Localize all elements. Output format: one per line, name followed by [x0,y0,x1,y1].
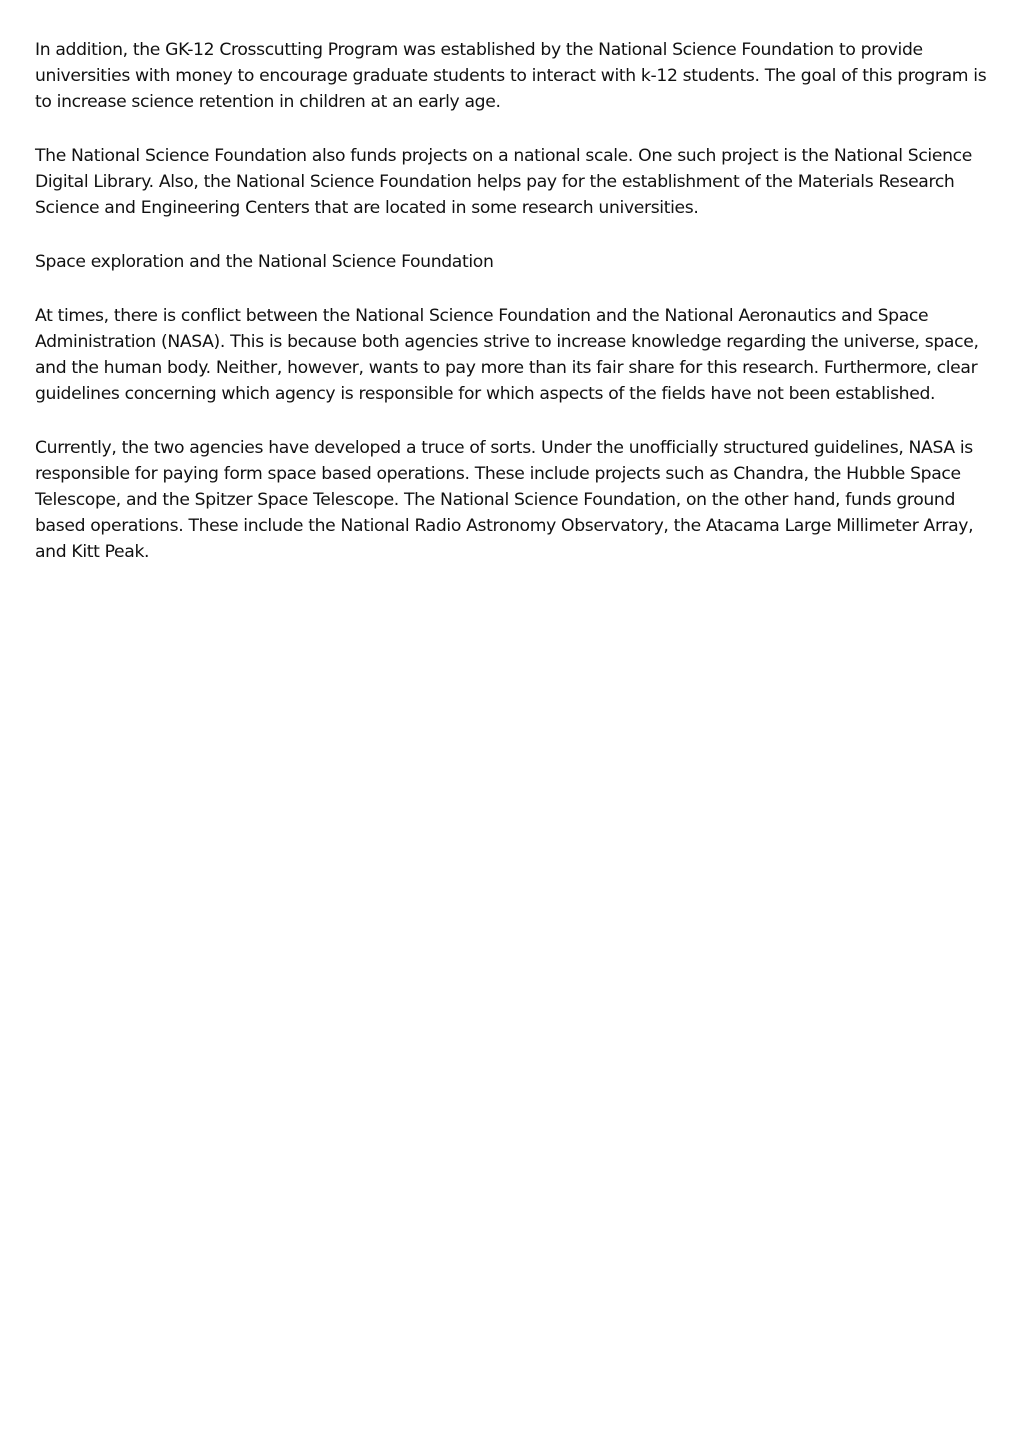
paragraph-national-projects: The National Science Foundation also funds projects on a national scale. One such project is the National Science Digital Library. Also, the National Science Foundation helps pay for the establishment of the Materials Research Science and Engineering Centers that are located in some research universities. [35,146,972,218]
paragraph-gk12-program: In addition, the GK-12 Crosscutting Program was established by the National Science Foundation to provide universities with money to encourage graduate students to interact with k-12 students. The goal of this program is to increase science retention in children at an early age. [35,40,987,112]
paragraph-nsf-nasa-conflict: At times, there is conflict between the National Science Foundation and the National Aeronautics and Space Administration (NASA). This is because both agencies strive to increase knowledge regarding the universe, space, and the human body. Neither, however, wants to pay more than its fair share for this research. Furthermore, clear guidelines concerning which agency is responsible for which aspects of the fields have not been established. [35,306,979,404]
document-body [35,37,995,593]
paragraph-agencies-truce: Currently, the two agencies have developed a truce of sorts. Under the unofficially structured guidelines, NASA is responsible for paying form space based operations. These include projects such as Chandra, the Hubble Space Telescope, and the Spitzer Space Telescope. The National Science Foundation, on the other hand, funds ground based operations. These include the National Radio Astronomy Observatory, the Atacama Large Millimeter Array, and Kitt Peak. [35,438,974,562]
section-heading-space-exploration: Space exploration and the National Science Foundation [35,252,494,272]
